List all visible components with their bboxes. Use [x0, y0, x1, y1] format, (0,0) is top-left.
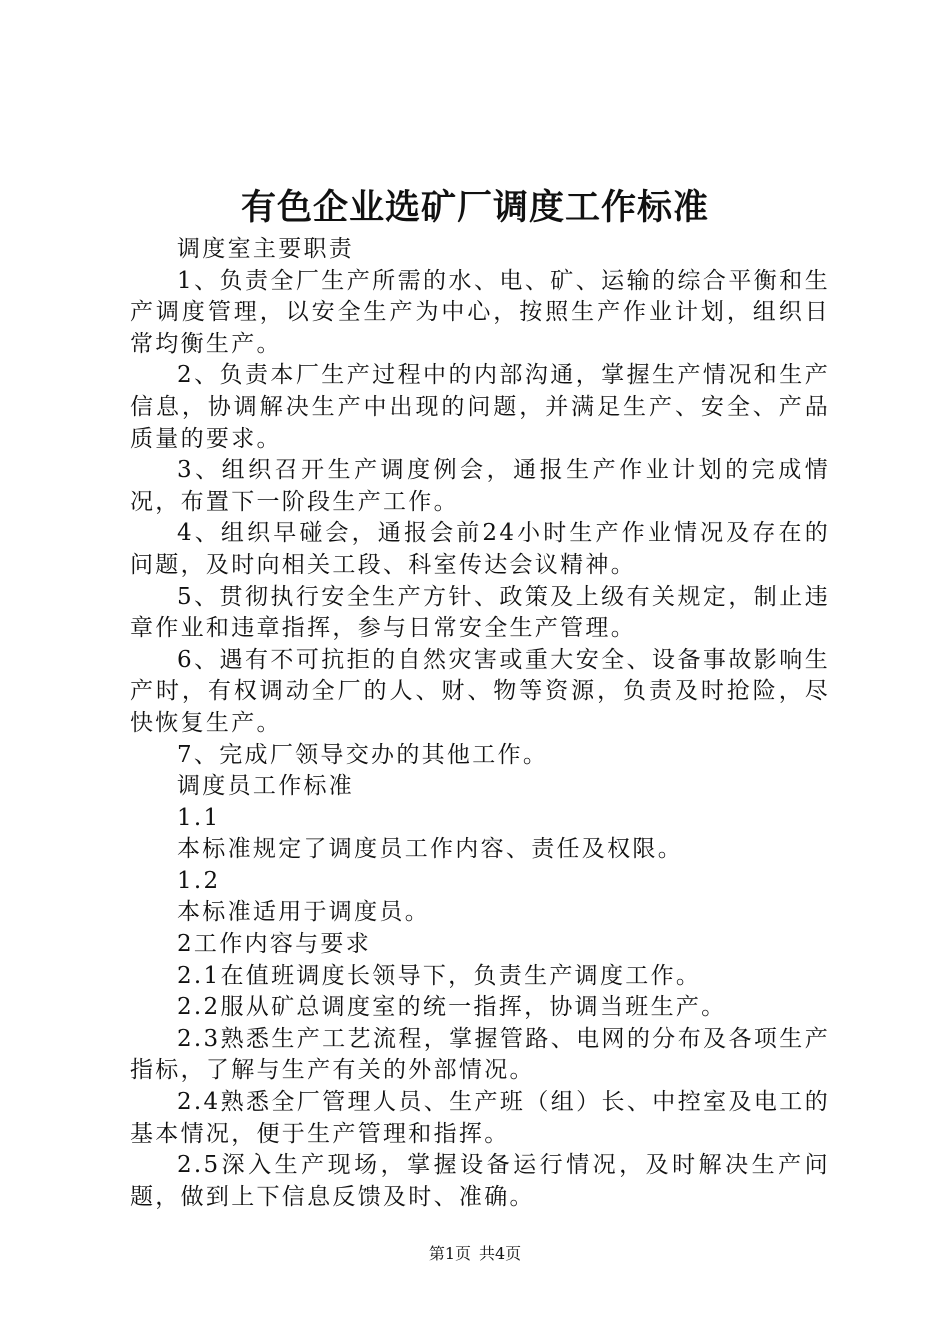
page-number: 第1页 [428, 1244, 471, 1263]
paragraph: 2.2服从矿总调度室的统一指挥，协调当班生产。 [177, 994, 727, 1021]
document-body [130, 234, 830, 1213]
paragraph: 7、完成厂领导交办的其他工作。 [177, 741, 549, 768]
page-footer [0, 1243, 950, 1265]
paragraph: 2.5深入生产现场，掌握设备运行情况，及时解决生产问题，做到上下信息反馈及时、准确。 [130, 1152, 830, 1210]
section-heading: 2工作内容与要求 [177, 931, 372, 958]
page-total: 共4页 [479, 1244, 522, 1263]
document-title: 有色企业选矿厂调度工作标准 [240, 187, 709, 228]
section-heading: 调度室主要职责 [177, 236, 355, 262]
paragraph: 4、组织早碰会，通报会前24小时生产作业情况及存在的问题，及时向相关工段、科室传达会议精神。 [130, 520, 830, 578]
paragraph: 1、负责全厂生产所需的水、电、矿、运输的综合平衡和生产调度管理，以安全生产为中心，按照生产作业计划，组织日常均衡生产。 [130, 267, 830, 357]
section-number: 1.1 [177, 804, 221, 831]
paragraph: 本标准规定了调度员工作内容、责任及权限。 [177, 836, 683, 863]
paragraph: 本标准适用于调度员。 [177, 899, 430, 926]
paragraph: 5、贯彻执行安全生产方针、政策及上级有关规定，制止违章作业和违章指挥，参与日常安全生产管理。 [130, 583, 830, 642]
paragraph: 6、遇有不可抗拒的自然灾害或重大安全、设备事故影响生产时，有权调动全厂的人、财、物等资源，负责及时抢险，尽快恢复生产。 [130, 646, 830, 736]
section-number: 1.2 [177, 867, 221, 894]
paragraph: 2.4熟悉全厂管理人员、生产班（组）长、中控室及电工的基本情况，便于生产管理和指挥。 [130, 1089, 830, 1147]
section-heading: 调度员工作标准 [177, 773, 355, 800]
paragraph: 2.3熟悉生产工艺流程，掌握管路、电网的分布及各项生产指标，了解与生产有关的外部情况。 [130, 1025, 830, 1084]
paragraph: 2、负责本厂生产过程中的内部沟通，掌握生产情况和生产信息，协调解决生产中出现的问题，并满足生产、安全、产品质量的要求。 [130, 362, 830, 452]
paragraph: 3、组织召开生产调度例会，通报生产作业计划的完成情况，布置下一阶段生产工作。 [130, 457, 830, 515]
paragraph: 2.1在值班调度长领导下，负责生产调度工作。 [177, 962, 702, 989]
